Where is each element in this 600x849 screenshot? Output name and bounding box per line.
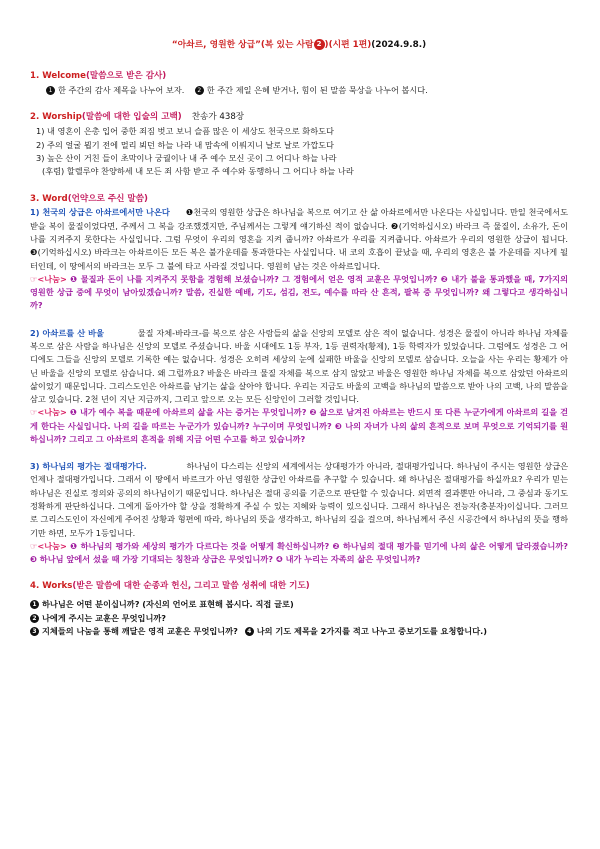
works-list — [30, 598, 568, 638]
works-item-4-text: 나의 기도 제목을 2가지를 적고 나누고 중보기도를 요청합니다.) — [256, 625, 487, 636]
title-date: (2024.9.8.) — [371, 40, 427, 50]
point-1-body: ❶천국의 영원한 상급은 하나님을 복으로 여기고 산 삶 아솨르에서만 나온다는 사실입니다. 만일 천국에서도 받을 복이 물질이었다면, 주께서 그 복을 강조했겠지만, 주님께서는 그렇게 얘기하신 적이 없습니다. ❷(기억하십시오) 바라크 즉 물질이, 소유가, 돈이 나를 지켜주지 못한다는 사실입니다. 그럼 무엇이 우리의 영혼을 지켜 줍니까? 아솨르가 우리를 지켜줍니다. 아솨르가 우리의 영원한 상급이 됩니다. ❸(기억하십시오) 바라크는 아솨르이든 모든 복은 불가운데를 통과한다는 사실입니다. 내 코의 호흡이 끝났을 때, 우리의 영혼은 불 가운데를 지나게 될 터인데, 이 땅에서의 바라크는 모두 그 불에 타고 사라질 것입니다. 영원히 남는 것은 아솨르입니다. — [30, 207, 568, 271]
welcome-item1: 한 주간의 감사 제목을 나누어 보자. — [58, 85, 185, 96]
hymn-verse-1: 1) 내 영혼이 은총 입어 중한 죄짐 벗고 보니 슬픔 많은 이 세상도 천국으로 화하도다 — [36, 126, 334, 137]
hymn-number: 찬송가 438장 — [191, 112, 245, 123]
point-3-question-text: ❶ 하나님의 평가와 세상의 평가가 다르다는 것을 어떻게 확신하십니까? ❷ 하나님의 절대 평가를 믿기에 나의 삶은 어떻게 달라졌습니까? ❸ 하나님 앞에서 섰을 때 가장 기대되는 칭찬과 상급은 무엇입니까? ❹ 내가 누리는 자족의 삶은 무엇입니까? — [30, 540, 568, 565]
works-item-3-bullet: 3 — [30, 627, 39, 636]
point-2-questions — [30, 406, 568, 446]
hymn-verse-3: 3) 높은 산이 거친 들이 초막이나 궁궐이나 내 주 예수 모신 곳이 그 어디나 하늘 나라 — [36, 152, 337, 163]
works-heading-label: 4. Works — [30, 581, 73, 592]
share-marker-2: ☞<나눔> — [30, 407, 67, 418]
title-main: “아솨르, 영원한 상급”(복 있는 사람 — [171, 40, 314, 50]
word-point-3 — [30, 460, 568, 540]
worship-heading — [30, 111, 568, 125]
point-1-questions — [30, 273, 568, 313]
point-3-questions — [30, 540, 568, 567]
welcome-section — [30, 70, 568, 97]
welcome-item1-bullet: 1 — [46, 86, 55, 95]
works-item-1-text: 하나님은 어떤 분이십니까? (자신의 언어로 표현해 봅시다. 직접 글로) — [42, 599, 294, 610]
point-1-title: 1) 천국의 상급은 아솨르에서만 나온다 — [30, 207, 170, 218]
welcome-heading-label: 1. Welcome — [30, 71, 86, 82]
works-item-2-bullet: 2 — [30, 614, 39, 623]
word-heading — [30, 193, 568, 207]
point-2-title: 2) 아솨르를 산 바울 — [30, 327, 104, 338]
works-item-1 — [30, 598, 568, 611]
point-3-title: 3) 하나님의 평가는 절대평가다. — [30, 461, 147, 472]
welcome-heading — [30, 70, 568, 84]
share-marker-1: ☞<나눔> — [30, 273, 67, 284]
welcome-items — [30, 84, 568, 97]
works-item-3-4 — [30, 625, 568, 638]
welcome-item2: 한 주간 제일 은혜 받거나, 힘이 된 말씀 묵상을 나누어 봅시다. — [206, 85, 428, 96]
works-heading — [30, 580, 568, 594]
word-point-1 — [30, 206, 568, 272]
point-2-question-text: ❶ 내가 예수 복을 때문에 아솨르의 삶을 사는 증거는 무엇입니까? ❷ 삶으로 남겨진 아솨르는 반드시 또 다른 누군가에게 아솨르의 길을 걷게 한다는 사실입니다. 나의 길을 따르는 누군가가 있습니까? 누구이며 무엇입니까? ❸ 나의 자녀가 나의 삶의 흔적으로 보며 무엇으로 기억되기를 원하십니까? 그리고 그 아솨르의 흔적을 위해 지금 어떤 수고를 하고 있습니까? — [30, 407, 568, 444]
title-number-badge: 2 — [314, 39, 325, 50]
word-heading-sub: (언약으로 주신 말씀) — [67, 193, 148, 204]
title-tail: )(시편 1편) — [324, 40, 372, 50]
works-item-2 — [30, 612, 568, 625]
hymn-chorus: (후렴) 할렐루야 찬양하세 내 모든 죄 사함 받고 주 예수와 동행하니 그 어디나 하늘 나라 — [42, 166, 354, 177]
hymn-lyrics — [30, 125, 568, 178]
works-item-4-bullet: 4 — [245, 627, 254, 636]
works-item-1-bullet: 1 — [30, 600, 39, 609]
page-title — [30, 38, 568, 52]
point-2-body: 물질 자체-바라크-를 복으로 삼은 사람들의 삶을 신앙의 모델로 삼은 적이 없습니다. 성경은 물질이 아니라 하나님 자체를 복으로 삼은 사람을 하나님은 신앙의 모델로 주셨습니다. 바울 시대에도 1등 부자, 1등 권력자(황제), 1등 학력자가 있었습니다. 그럼에도 성경은 그 어디에도 그들을 신앙의 모델로 기록한 예는 없습니다. 성경은 오히려 세상의 눈에 실패한 바울을 신앙의 모델로 삼습니다. 오늘을 사는 우리는 황제가 아닌 바울을 신앙의 모델로 삼습니다. 왜 그럴까요? 바울은 바라크 물질 자체를 복으로 삼지 않았고 바울은 영원한 하나님 자체를 복으로 삼았던 아솨르의 삶이었기 때문입니다. 그리스도인은 아솨르를 남기는 삶을 살아야 합니다. 우리는 지금도 바울의 고백을 하나님의 말씀으로 받아 나의 고백, 나의 말씀을 삼고 있습니다. 2천 년이 지난 지금까지, 그리고 앞으로 오는 모든 신앙인이 그러할 것입니다. — [30, 327, 568, 405]
welcome-item2-bullet: 2 — [195, 86, 204, 95]
works-item-2-text: 나에게 주시는 교훈은 무엇입니까? — [42, 612, 167, 623]
word-point-2 — [30, 327, 568, 407]
point-3-body: 하나님이 다스리는 신앙의 세계에서는 상대평가가 아니라, 절대평가입니다. 하나님이 주시는 영원한 상급은 언제나 절대평가입니다. 그래서 이 땅에서 바르크가 아닌 영원한 상급인 아솨르를 추구할 수 있습니다. 왜 하나님은 절대평가를 하실까요? 우리가 믿는 하나님은 진실로 정의와 공의의 하나님이기 때문입니다. 하나님은 절대 공의를 기준으로 판단할 수 있습니다. 외면적 결과뿐만 아니라, 그 중심과 동기도 정확하게 판단하십니다. 그에게 돌아가야 할 상을 정확하게 주실 수 있는 지혜와 능력이 있으십니다. 그래서 하나님은 전능자(충분자)이십니다. 그러므로 그리스도인이 자신에게 주어진 상황과 형편에 따라, 하나님의 뜻을 생각하고, 하나님의 길을 걸으며, 하나님께서 주신 시공간에서 하나님의 뜻을 행하기만 하면, 모두가 1등입니다. — [30, 461, 569, 538]
worship-heading-sub: (말씀에 대한 입술의 고백) — [81, 112, 182, 123]
worship-heading-label: 2. Worship — [30, 112, 82, 123]
works-heading-sub: (받은 말씀에 대한 순종과 헌신, 그리고 말씀 성취에 대한 기도) — [72, 581, 310, 592]
welcome-heading-sub: (말씀으로 받은 감사) — [85, 71, 167, 82]
word-heading-label: 3. Word — [30, 193, 68, 204]
share-marker-3: ☞<나눔> — [30, 540, 67, 551]
works-item-3-text: 지체들의 나눔을 통해 깨달은 영적 교훈은 무엇입니까? — [42, 625, 238, 636]
works-section — [30, 580, 568, 638]
hymn-verse-2: 2) 주의 얼굴 뵙기 전에 멀리 뵈던 하늘 나라 내 맘속에 이뤄지니 날로 날로 가깝도다 — [36, 139, 334, 150]
point-1-question-text: ❶ 물질과 돈이 나를 지켜주지 못함을 경험해 보셨습니까? 그 경험에서 얻은 영적 교훈은 무엇입니까? ❷ 내가 불을 통과했을 때, 7가지의 영원한 상급 중에 무엇이 남아있겠습니까? 말씀, 진실한 예배, 기도, 섬김, 전도, 예수를 따라 산 흔적, 팔복 중 무엇입니까? 왜 그렇다고 생각하십니까? — [30, 273, 568, 311]
word-section — [30, 193, 568, 567]
worship-section — [30, 111, 568, 178]
